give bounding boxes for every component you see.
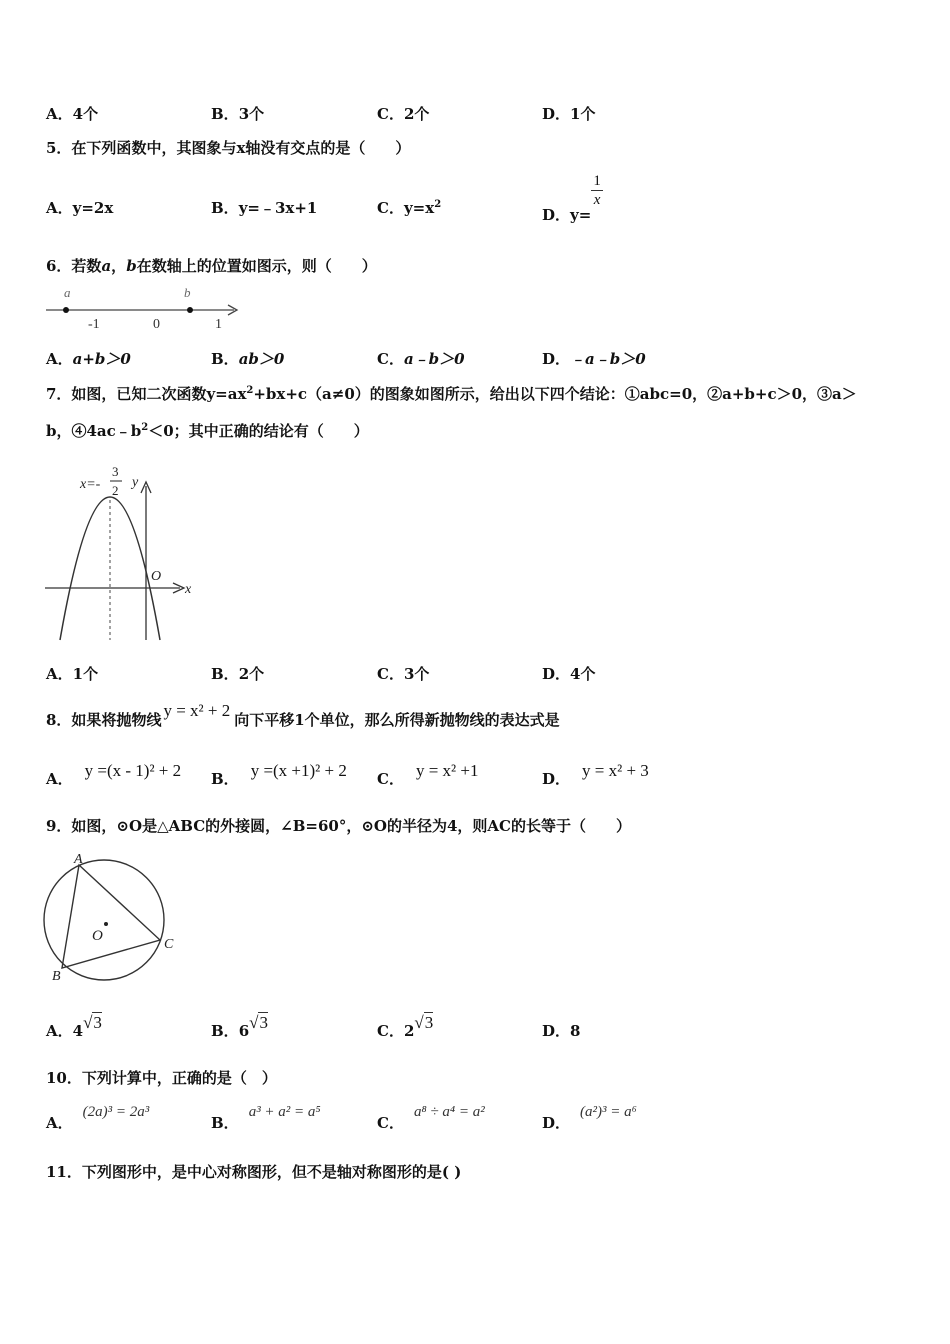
- number-line-figure: [44, 283, 244, 333]
- sqrt-three: √3: [249, 1013, 268, 1032]
- q7-option-c: C．3个: [377, 665, 430, 683]
- point-a: [63, 307, 69, 313]
- fraction-one-over-x: $\frac{1}{x}$: [593, 173, 601, 208]
- q8-option-b: B． y =(x +1)² + 2: [211, 761, 347, 788]
- label-a: a: [64, 285, 71, 300]
- q6-option-c: C．a﹣b＞0: [377, 350, 465, 368]
- q7-option-b: B．2个: [211, 665, 265, 683]
- circumcircle: [44, 860, 164, 980]
- q10-option-a: A．(2a)³ = 2a³: [46, 1104, 150, 1132]
- center-point: [104, 922, 108, 926]
- circle-triangle-figure: [40, 850, 190, 985]
- q6-stem: 6．若数a，b在数轴上的位置如图示，则（ ）: [46, 257, 377, 275]
- q4-option-a: A．4个: [46, 105, 99, 123]
- q9-option-d: D．8: [542, 1022, 581, 1040]
- y-axis-label: y: [132, 475, 139, 490]
- tick-label-minus-one: -1: [88, 317, 100, 332]
- label-b: b: [184, 285, 191, 300]
- q7-option-a: A．1个: [46, 665, 99, 683]
- q10-option-c: C．a⁸ ÷ a⁴ = a²: [377, 1104, 485, 1132]
- axis-frac-numerator: 3: [112, 464, 119, 479]
- q5-option-b: B．y=﹣3x+1: [211, 199, 318, 217]
- axis-frac-denominator: 2: [112, 483, 119, 498]
- label-A: A: [74, 852, 83, 867]
- q5-option-c: C．$y=x^2$: [377, 199, 442, 217]
- q6-option-d: D．﹣a﹣b＞0: [542, 350, 646, 368]
- label-C: C: [164, 937, 174, 952]
- q7-stem-line2: b，$④4ac﹣b^2<0$；其中正确的结论有（ ）: [46, 422, 369, 440]
- q8-option-d: D． y = x² + 3: [542, 761, 649, 788]
- tick-label-zero: 0: [153, 317, 160, 332]
- q5-option-a: A．y=2x: [46, 199, 114, 217]
- q10-option-d: D．(a²)³ = a⁶: [542, 1104, 637, 1132]
- parabola-figure: [40, 462, 210, 642]
- label-O: O: [92, 928, 103, 944]
- point-b: [187, 307, 193, 313]
- q8-stem: 8．如果将抛物线 y = x² + 2 向下平移1个单位，那么所得新抛物线的表达式是: [46, 701, 560, 729]
- axis-of-symmetry-label: x=-: [80, 477, 101, 492]
- sqrt-three: √3: [414, 1013, 434, 1032]
- q5-option-d: D．y= $\frac{1}{x}$: [542, 173, 601, 224]
- q7-option-d: D．4个: [542, 665, 596, 683]
- q6-option-b: B．ab＞0: [211, 350, 285, 368]
- q9-option-b: B．6√3: [211, 1013, 268, 1040]
- q9-option-c: C．2√3: [377, 1013, 434, 1040]
- x-axis-label: x: [185, 582, 192, 597]
- tick-label-one: 1: [215, 317, 222, 332]
- origin-label: O: [151, 569, 162, 584]
- q11-stem: 11．下列图形中，是中心对称图形，但不是轴对称图形的是( ): [46, 1163, 462, 1181]
- triangle-abc: [62, 865, 160, 968]
- q10-stem: 10．下列计算中，正确的是（ ）: [46, 1069, 277, 1087]
- q8-option-c: C． y = x² +1: [377, 761, 479, 788]
- q6-option-a: A．a+b＞0: [46, 350, 131, 368]
- q4-option-b: B．3个: [211, 105, 265, 123]
- q4-option-c: C．2个: [377, 105, 430, 123]
- q9-option-a: A．4√3: [46, 1013, 102, 1040]
- q7-stem-line1: 7．如图，已知二次函数$y=ax^2+bx+c(a\ne 0)$的图象如图所示，给出以下四个结论：①abc=0，②a+b+c＞0，③a＞: [46, 385, 857, 403]
- sqrt-three: √3: [83, 1013, 102, 1032]
- q8-option-a: A． y =(x - 1)² + 2: [46, 761, 182, 788]
- q4-option-d: D．1个: [542, 105, 596, 123]
- q10-option-b: B．a³ + a² = a⁵: [211, 1104, 321, 1132]
- label-B: B: [52, 969, 61, 984]
- q9-stem: 9．如图，⊙O是△ABC的外接圆，∠B=60°，⊙O的半径为4，则AC的长等于（ ）: [46, 817, 631, 835]
- q5-stem: 5．在下列函数中，其图象与x轴没有交点的是（ ）: [46, 139, 411, 157]
